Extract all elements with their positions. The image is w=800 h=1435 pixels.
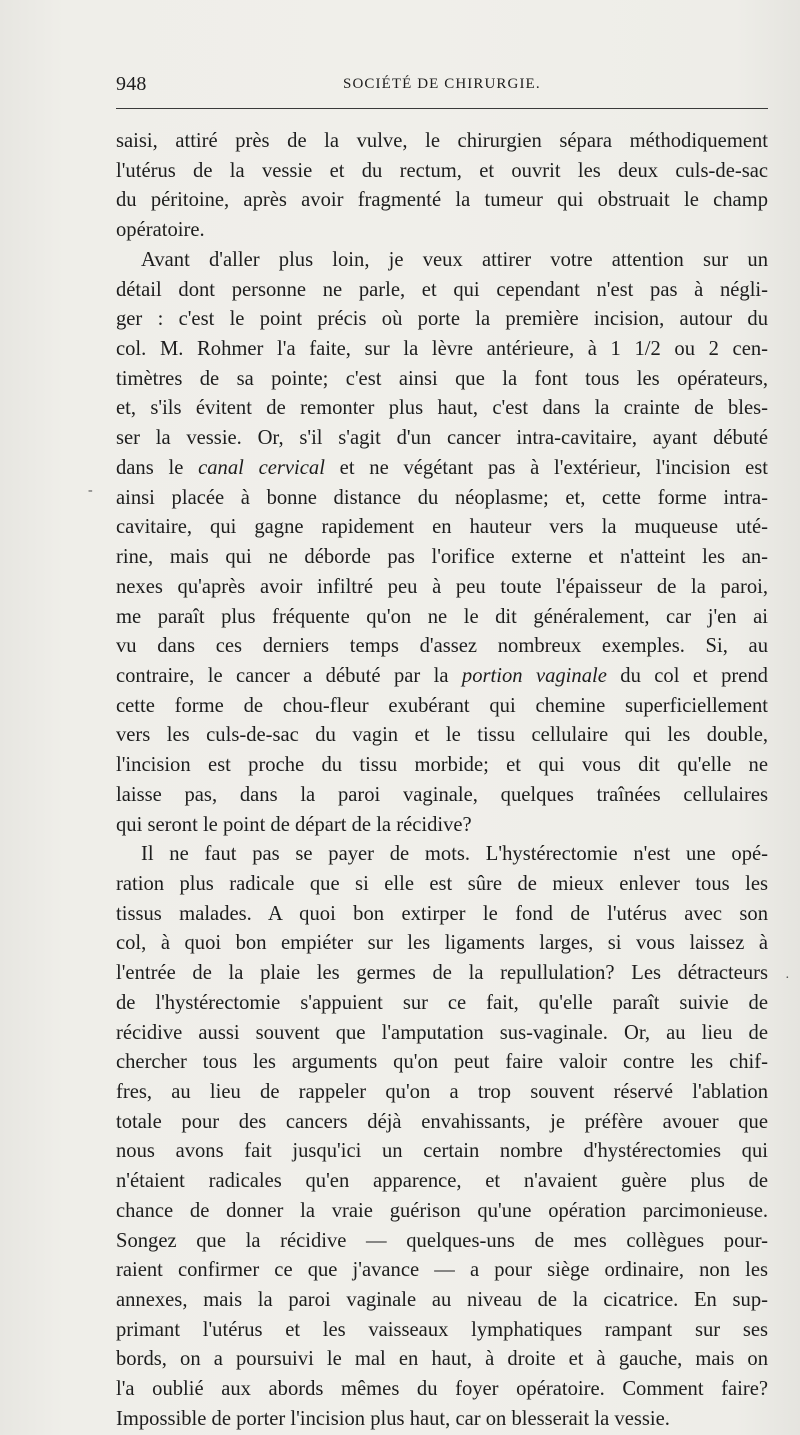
text-line: l'a oublié aux abords mêmes du foyer opératoire. Comment faire?	[116, 1378, 768, 1401]
text-line: me paraît plus fréquente qu'on ne le dit généralement, car j'en ai	[116, 605, 768, 628]
text-line: l'incision est proche du tissu morbide; et qui vous dit qu'elle ne	[116, 754, 768, 777]
italic-term: canal cervical	[198, 456, 325, 479]
text-line: timètres de sa pointe; c'est ainsi que la font tous les opérateurs,	[116, 367, 768, 390]
text-line: ainsi placée à bonne distance du néoplasme; et, cette forme intra-	[116, 486, 768, 509]
text-line: Il ne faut pas se payer de mots. L'hystérectomie n'est une opé-	[141, 843, 768, 866]
italic-term: portion vaginale	[461, 664, 607, 687]
text-line: Songez que la récidive — quelques-uns de mes collègues pour-	[116, 1229, 768, 1252]
line-text: et ne végétant pas à l'extérieur, l'incision est	[324, 456, 768, 479]
text-line: tissus malades. A quoi bon extirper le fond de l'utérus avec son	[116, 902, 768, 925]
text-line: l'entrée de la plaie les germes de la repullulation? Les détracteurs	[116, 962, 768, 985]
text-line: col. M. Rohmer l'a faite, sur la lèvre antérieure, à 1 1/2 ou 2 cen-	[116, 338, 768, 361]
text-line: vu dans ces derniers temps d'assez nombreux exemples. Si, au	[116, 635, 768, 658]
text-line: Impossible de porter l'incision plus haut, car on blesserait la vessie.	[116, 1407, 670, 1430]
page-number: 948	[116, 73, 147, 95]
header-rule	[116, 108, 768, 109]
text-line: totale pour des cancers déjà envahissants, je préfère avouer que	[116, 1110, 768, 1133]
text-line: ser la vessie. Or, s'il s'agit d'un cancer intra-cavitaire, ayant débuté	[116, 427, 768, 450]
text-line: détail dont personne ne parle, et qui cependant n'est pas à négli-	[116, 278, 768, 301]
text-line: cavitaire, qui gagne rapidement en hauteur vers la muqueuse uté-	[116, 516, 768, 539]
body-text	[116, 127, 768, 1435]
text-line: primant l'utérus et les vaisseaux lymphatiques rampant sur ses	[116, 1318, 768, 1341]
text-line	[116, 662, 768, 692]
line-text: contraire, le cancer a débuté par la	[116, 664, 462, 687]
text-line: l'utérus de la vessie et du rectum, et ouvrit les deux culs-de-sac	[116, 159, 768, 182]
text-line: du péritoine, après avoir fragmenté la tumeur qui obstruait le champ	[116, 189, 768, 212]
text-line: raient confirmer ce que j'avance — a pour siège ordinaire, non les	[116, 1259, 768, 1282]
text-line: chercher tous les arguments qu'on peut faire valoir contre les chif-	[116, 1051, 768, 1074]
text-line	[116, 454, 768, 484]
text-line: qui seront le point de départ de la récidive?	[116, 813, 472, 836]
line-text: du col et prend	[606, 664, 768, 687]
text-line: et, s'ils évitent de remonter plus haut, c'est dans la crainte de bles-	[116, 397, 768, 420]
text-line: chance de donner la vraie guérison qu'une opération parcimonieuse.	[116, 1199, 768, 1222]
text-line: nous avons fait jusqu'ici un certain nombre d'hystérectomies qui	[116, 1140, 768, 1163]
text-line: col, à quoi bon empiéter sur les ligaments larges, si vous laissez à	[116, 932, 768, 955]
text-line: de l'hystérectomie s'appuient sur ce fait, qu'elle paraît suivie de	[116, 991, 768, 1014]
page-header	[116, 70, 768, 100]
text-line: saisi, attiré près de la vulve, le chirurgien sépara méthodiquement	[116, 130, 768, 152]
line-text: dans le	[116, 456, 199, 479]
text-line: n'étaient radicales qu'en apparence, et n'avaient guère plus de	[116, 1170, 768, 1193]
text-line: nexes qu'après avoir infiltré peu à peu toute l'épaisseur de la paroi,	[116, 575, 768, 598]
text-line: cette forme de chou-fleur exubérant qui chemine superficiellement	[116, 694, 768, 717]
text-line: laisse pas, dans la paroi vaginale, quelques traînées cellulaires	[116, 783, 768, 806]
text-line: ger : c'est le point précis où porte la première incision, autour du	[116, 308, 768, 331]
text-line: vers les culs-de-sac du vagin et le tissu cellulaire qui les double,	[116, 724, 768, 747]
margin-mark: ·	[785, 971, 790, 986]
text-line: récidive aussi souvent que l'amputation sus-vaginale. Or, au lieu de	[116, 1021, 768, 1044]
text-line: ration plus radicale que si elle est sûre de mieux enlever tous les	[116, 872, 768, 895]
text-line: Avant d'aller plus loin, je veux attirer votre attention sur un	[141, 248, 768, 271]
margin-mark: -	[88, 483, 93, 498]
text-line: opératoire.	[116, 219, 205, 242]
text-line: fres, au lieu de rappeler qu'on a trop souvent réservé l'ablation	[116, 1081, 768, 1103]
running-title: SOCIÉTÉ DE CHIRURGIE.	[343, 76, 541, 92]
text-line: annexes, mais la paroi vaginale au niveau de la cicatrice. En sup-	[116, 1289, 768, 1312]
text-line: rine, mais qui ne déborde pas l'orifice externe et n'atteint les an-	[116, 546, 768, 569]
text-line: bords, on a poursuivi le mal en haut, à droite et à gauche, mais on	[116, 1348, 768, 1371]
